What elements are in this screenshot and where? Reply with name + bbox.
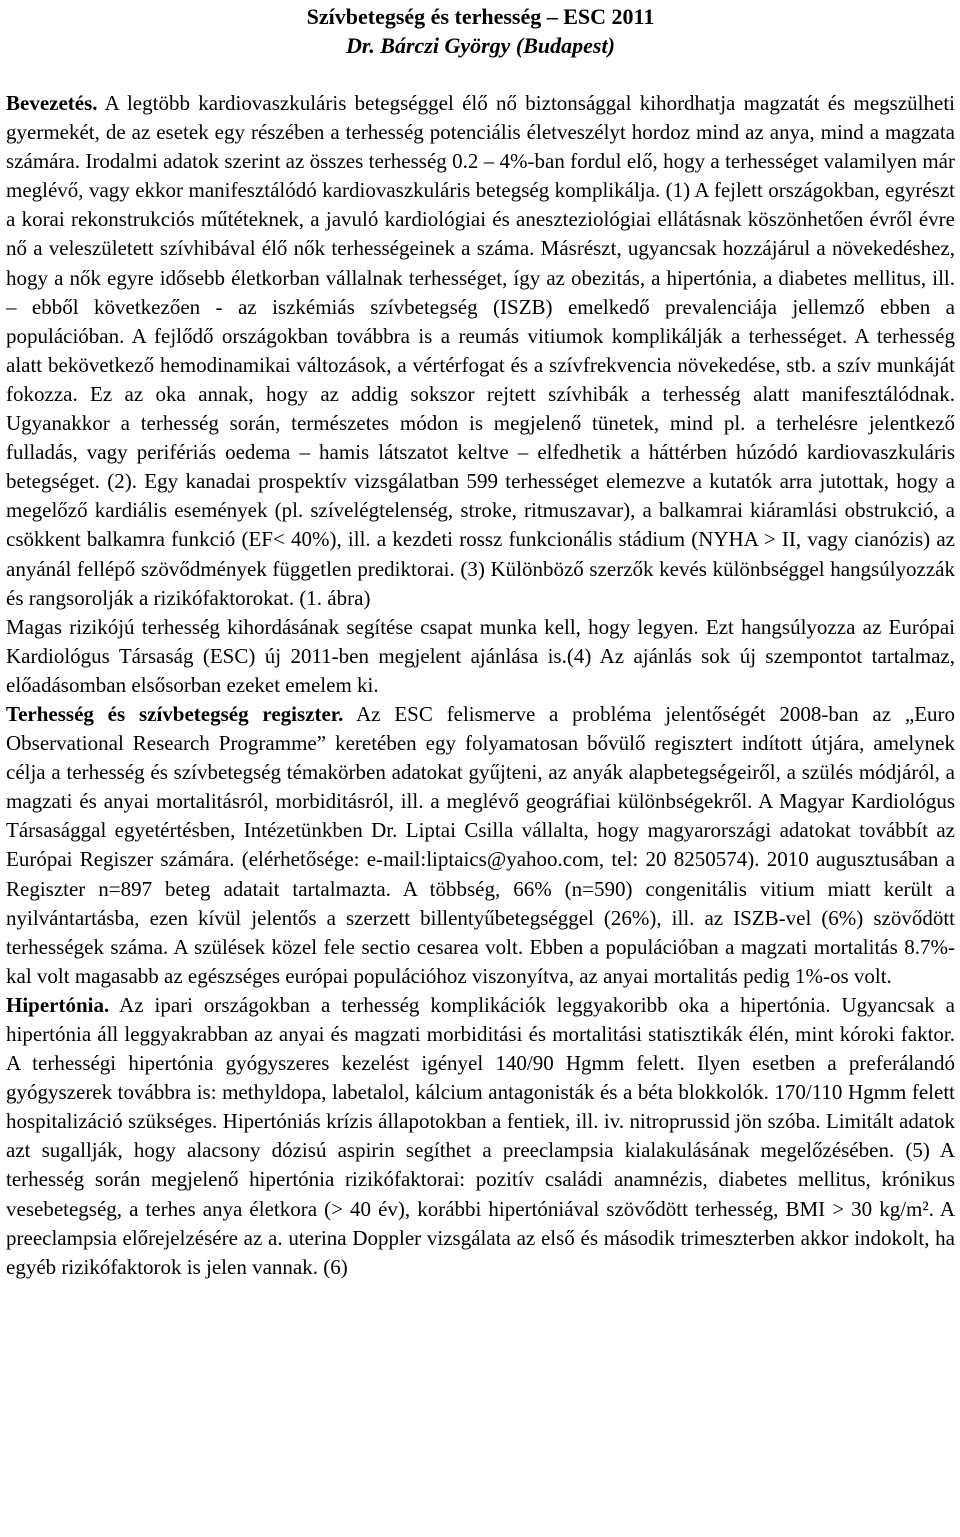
- spacer: [6, 60, 955, 89]
- paragraph-lead: Hipertónia.: [6, 992, 110, 1017]
- paragraph-lead: Terhesség és szívbetegség regiszter.: [6, 701, 344, 726]
- paragraph-text: Az ipari országokban a terhesség komplikációk leggyakoribb oka a hipertónia. Ugyancsak a hipertónia áll leggyakrabban az anyai és magzati morbiditási és mortalitási statisztikák élén, mint kóroki faktor. A terhességi hipertónia gyógyszeres kezelést igényel 140/90 Hgmm felett. Ilyen esetben a preferálandó gyógyszerek továbbra is: methyldopa, labetalol, kálcium antagonisták és a béta blokkolók. 170/110 Hgmm felett hospitalizáció szükséges. Hipertóniás krízis állapotokban a fentiek, ill. iv. nitroprussid jön szóba. Limitált adatok azt sugallják, hogy alacsony dózisú aspirin segíthet a preeclampsia kialakulásának megelőzésében. (5) A terhesség során megjelenő hipertónia rizikófaktorai: pozitív családi anamnézis, diabetes mellitus, krónikus vesebetegség, a terhes anya életkora (> 40 év), korábbi hipertóniával szövődött terhesség, BMI > 30 kg/m². A preeclampsia előrejelzésére az a. uterina Doppler vizsgálata az első és második trimeszterben akkor indokolt, ha egyéb rizikófaktorok is jelen vannak. (6): [6, 992, 955, 1279]
- paragraph-text: Magas rizikójú terhesség kihordásának segítése csapat munka kell, hogy legyen. Ezt hangsúlyozza az Európai Kardiológus Társaság (ESC) új 2011-ben megjelent ajánlása is.(4) Az ajánlás sok új szempontot tartalmaz, előadásomban elsősorban ezeket emelem ki.: [6, 614, 955, 697]
- document-author: Dr. Bárczi György (Budapest): [346, 33, 615, 58]
- paragraph-registry: [6, 700, 955, 991]
- paragraph-text: A legtöbb kardiovaszkuláris betegséggel élő nő biztonsággal kihordhatja magzatát és megszülheti gyermekét, de az esetek egy részében a terhesség potenciális életveszélyt hordoz mind az anya, mind a magzata számára. Irodalmi adatok szerint az összes terhesség 0.2 – 4%-ban fordul elő, hogy a terhességet valamilyen már meglévő, vagy ekkor manifesztálódó kardiovaszkuláris betegség komplikálja. (1) A fejlett országokban, egyrészt a korai rekonstrukciós műtéteknek, a javuló kardiológiai és aneszteziológiai ellátásnak köszönhetően évről évre nő a veleszületett szívhibával élő nők terhességeinek a száma. Másrészt, ugyancsak hozzájárul a növekedéshez, hogy a nők egyre idősebb életkorban vállalnak terhességet, így az obezitás, a hipertónia, a diabetes mellitus, ill. – ebből következően - az iszkémiás szívbetegség (ISZB) emelkedő prevalenciája jellemző ebben a populációban. A fejlődő országokban továbbra is a reumás vitiumok komplikálják a terhességet. A terhesség alatt bekövetkező hemodinamikai változások, a vértérfogat és a szívfrekvencia növekedése, stb. a szív munkáját fokozza. Ez az oka annak, hogy az addig sokszor rejtett szívhibák a terhesség alatt manifesztálódnak. Ugyanakkor a terhesség során, természetes módon is megjelenő tünetek, mind pl. a terhelésre jelentkező fulladás, vagy perifériás oedema – hamis látszatot keltve – elfedhetik a háttérben húzódó kardiovaszkuláris betegséget. (2). Egy kanadai prospektív vizsgálatban 599 terhességet elemezve a kutatók arra jutottak, hogy a megelőző kardiális események (pl. szívelégtelenség, stroke, ritmuszavar), a balkamrai kiáramlási obstrukció, a csökkent balkamra funkció (EF< 40%), ill. a kezdeti rossz funkcionális stádium (NYHA > II, vagy cianózis) az anyánál fellépő szövődmények független prediktorai. (3) Különböző szerzők kevés különbséggel hangsúlyozzák és rangsorolják a rizikófaktorokat. (1. ábra): [6, 91, 955, 610]
- paragraph-lead: Bevezetés.: [6, 91, 98, 115]
- paragraph-text: Az ESC felismerve a probléma jelentőségét 2008-ban az „Euro Observational Research Programme” keretében egy folyamatosan bővülő regisztert indított útjára, amelynek célja a terhesség és szívbetegség témakörben adatokat gyűjteni, az anyák alapbetegségeiről, a szülés módjáról, a magzati és anyai mortalitásról, morbiditásról, ill. a meglévő geográfiai különbségekről. A Magyar Kardiológus Társasággal egyetértésben, Intézetünkben Dr. Liptai Csilla vállalta, hogy magyarországi adatokat továbbít az Európai Regiszer számára. (elérhetősége: e-mail:liptaics@yahoo.com, tel: 20 8250574). 2010 augusztusában a Regiszter n=897 beteg adatait tartalmazta. A többség, 66% (n=590) congenitális vitium miatt került a nyilvántartásba, ezen kívül jelentős a szerzett billentyűbetegséggel (26%), ill. az ISZB-vel (6%) szövődött terhességek száma. A szülések közel fele sectio cesarea volt. Ebben a populációban a magzati mortalitás 8.7%-kal volt magasabb az egészséges európai populációhoz viszonyítva, az anyai mortalitás pedig 1%-os volt.: [6, 701, 956, 988]
- paragraph-introduction: [6, 89, 955, 613]
- paragraph-hypertension: [6, 991, 955, 1282]
- document-title: Szívbetegség és terhesség – ESC 2011: [306, 4, 655, 29]
- paragraph-team-care: [6, 613, 955, 700]
